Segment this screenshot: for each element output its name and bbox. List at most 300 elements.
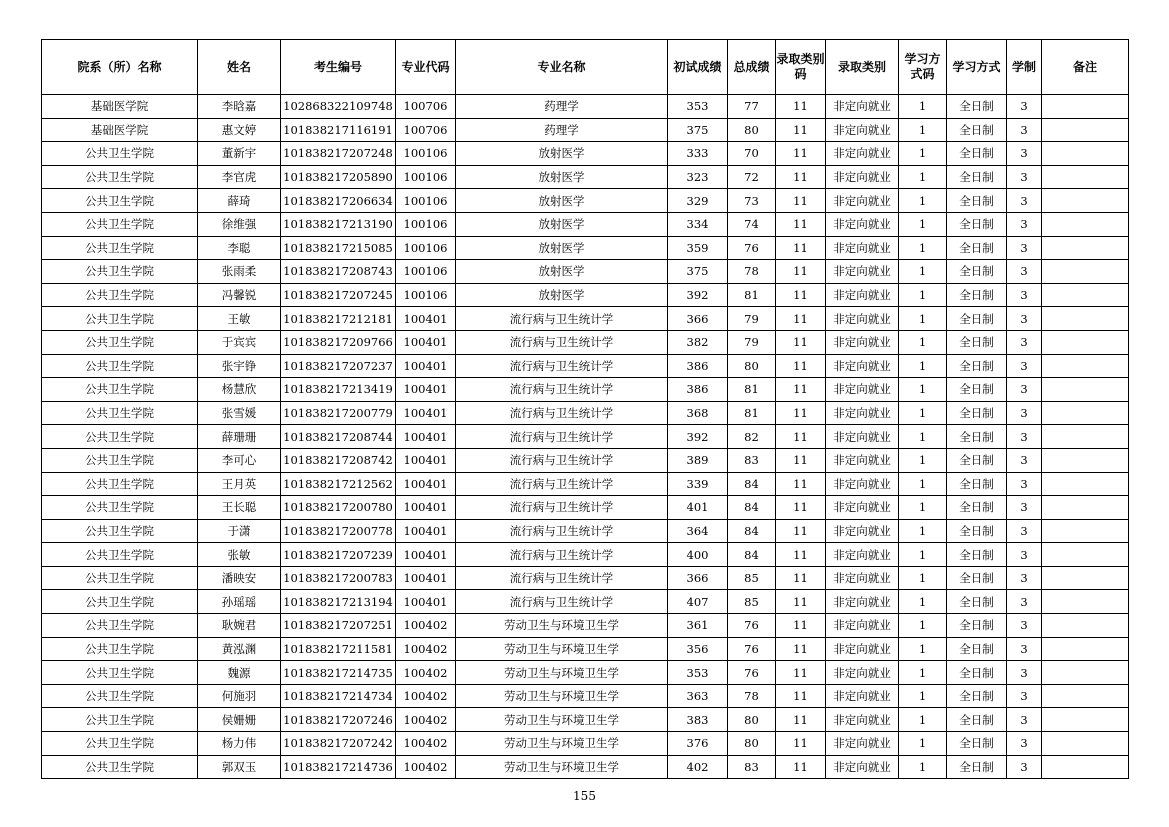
cell-name: 孙瑶瑶 <box>198 590 281 614</box>
cell-duration: 3 <box>1007 661 1042 685</box>
cell-prelim-score: 359 <box>668 236 728 260</box>
cell-admission-type-code: 11 <box>776 212 826 236</box>
cell-department: 基础医学院 <box>42 95 198 119</box>
cell-prelim-score: 401 <box>668 496 728 520</box>
cell-name: 王长聪 <box>198 496 281 520</box>
cell-major-code: 100401 <box>396 543 456 567</box>
header-admission-type: 录取类别 <box>826 40 899 95</box>
cell-candidate-id: 101838217207239 <box>281 543 396 567</box>
table-header-row <box>42 40 1129 95</box>
cell-remarks <box>1042 425 1129 449</box>
cell-study-mode-code: 1 <box>899 354 947 378</box>
cell-study-mode: 全日制 <box>947 425 1007 449</box>
cell-total-score: 83 <box>728 755 776 779</box>
table-row <box>42 307 1129 331</box>
cell-total-score: 76 <box>728 614 776 638</box>
cell-study-mode-code: 1 <box>899 708 947 732</box>
cell-department: 公共卫生学院 <box>42 755 198 779</box>
cell-major-code: 100106 <box>396 212 456 236</box>
cell-prelim-score: 407 <box>668 590 728 614</box>
cell-duration: 3 <box>1007 614 1042 638</box>
cell-remarks <box>1042 684 1129 708</box>
cell-total-score: 81 <box>728 283 776 307</box>
cell-study-mode-code: 1 <box>899 378 947 402</box>
cell-major-code: 100402 <box>396 637 456 661</box>
cell-major-code: 100106 <box>396 260 456 284</box>
cell-name: 王月英 <box>198 472 281 496</box>
cell-major-name: 流行病与卫生统计学 <box>456 354 668 378</box>
cell-admission-type-code: 11 <box>776 566 826 590</box>
cell-study-mode-code: 1 <box>899 260 947 284</box>
cell-prelim-score: 356 <box>668 637 728 661</box>
cell-admission-type-code: 11 <box>776 142 826 166</box>
cell-major-name: 劳动卫生与环境卫生学 <box>456 684 668 708</box>
cell-admission-type: 非定向就业 <box>826 732 899 756</box>
cell-name: 潘映安 <box>198 566 281 590</box>
cell-admission-type-code: 11 <box>776 472 826 496</box>
header-duration: 学制 <box>1007 40 1042 95</box>
cell-major-name: 劳动卫生与环境卫生学 <box>456 661 668 685</box>
cell-candidate-id: 101838217207248 <box>281 142 396 166</box>
cell-major-code: 100401 <box>396 425 456 449</box>
cell-name: 张雨柔 <box>198 260 281 284</box>
cell-prelim-score: 386 <box>668 378 728 402</box>
cell-name: 李可心 <box>198 448 281 472</box>
cell-prelim-score: 402 <box>668 755 728 779</box>
cell-prelim-score: 375 <box>668 260 728 284</box>
cell-study-mode: 全日制 <box>947 95 1007 119</box>
cell-major-name: 流行病与卫生统计学 <box>456 590 668 614</box>
cell-major-name: 劳动卫生与环境卫生学 <box>456 755 668 779</box>
cell-major-code: 100401 <box>396 378 456 402</box>
cell-major-code: 100106 <box>396 283 456 307</box>
cell-major-name: 流行病与卫生统计学 <box>456 378 668 402</box>
cell-major-name: 流行病与卫生统计学 <box>456 496 668 520</box>
table-row <box>42 212 1129 236</box>
cell-duration: 3 <box>1007 496 1042 520</box>
cell-candidate-id: 101838217212562 <box>281 472 396 496</box>
cell-remarks <box>1042 755 1129 779</box>
cell-study-mode-code: 1 <box>899 307 947 331</box>
cell-study-mode-code: 1 <box>899 283 947 307</box>
cell-remarks <box>1042 378 1129 402</box>
cell-admission-type: 非定向就业 <box>826 260 899 284</box>
cell-major-name: 劳动卫生与环境卫生学 <box>456 732 668 756</box>
cell-department: 公共卫生学院 <box>42 684 198 708</box>
cell-name: 王敏 <box>198 307 281 331</box>
table-row <box>42 472 1129 496</box>
cell-department: 公共卫生学院 <box>42 496 198 520</box>
cell-name: 张敏 <box>198 543 281 567</box>
cell-total-score: 79 <box>728 330 776 354</box>
cell-study-mode: 全日制 <box>947 260 1007 284</box>
cell-duration: 3 <box>1007 378 1042 402</box>
cell-duration: 3 <box>1007 401 1042 425</box>
cell-admission-type-code: 11 <box>776 637 826 661</box>
cell-major-code: 100106 <box>396 189 456 213</box>
cell-candidate-id: 101838217200779 <box>281 401 396 425</box>
cell-name: 李晗嘉 <box>198 95 281 119</box>
cell-major-name: 放射医学 <box>456 142 668 166</box>
cell-major-name: 劳动卫生与环境卫生学 <box>456 708 668 732</box>
cell-remarks <box>1042 661 1129 685</box>
cell-candidate-id: 101838217211581 <box>281 637 396 661</box>
cell-department: 公共卫生学院 <box>42 260 198 284</box>
cell-major-name: 流行病与卫生统计学 <box>456 330 668 354</box>
cell-total-score: 74 <box>728 212 776 236</box>
header-candidate-id: 考生编号 <box>281 40 396 95</box>
table-row <box>42 448 1129 472</box>
table-row <box>42 684 1129 708</box>
cell-admission-type: 非定向就业 <box>826 236 899 260</box>
cell-duration: 3 <box>1007 472 1042 496</box>
cell-duration: 3 <box>1007 708 1042 732</box>
cell-duration: 3 <box>1007 260 1042 284</box>
cell-name: 惠文婷 <box>198 118 281 142</box>
cell-department: 公共卫生学院 <box>42 637 198 661</box>
cell-department: 公共卫生学院 <box>42 448 198 472</box>
cell-admission-type-code: 11 <box>776 330 826 354</box>
cell-study-mode: 全日制 <box>947 590 1007 614</box>
cell-admission-type: 非定向就业 <box>826 448 899 472</box>
cell-study-mode-code: 1 <box>899 95 947 119</box>
cell-remarks <box>1042 260 1129 284</box>
cell-major-code: 100106 <box>396 142 456 166</box>
cell-prelim-score: 333 <box>668 142 728 166</box>
header-study-mode-code: 学习方式码 <box>899 40 947 95</box>
cell-department: 公共卫生学院 <box>42 614 198 638</box>
cell-remarks <box>1042 330 1129 354</box>
cell-major-code: 100401 <box>396 354 456 378</box>
cell-major-code: 100401 <box>396 401 456 425</box>
cell-prelim-score: 361 <box>668 614 728 638</box>
cell-total-score: 84 <box>728 472 776 496</box>
cell-department: 公共卫生学院 <box>42 425 198 449</box>
cell-name: 张雪媛 <box>198 401 281 425</box>
cell-department: 公共卫生学院 <box>42 236 198 260</box>
cell-candidate-id: 101838217208744 <box>281 425 396 449</box>
cell-total-score: 77 <box>728 95 776 119</box>
cell-candidate-id: 101838217116191 <box>281 118 396 142</box>
table-row <box>42 590 1129 614</box>
cell-duration: 3 <box>1007 684 1042 708</box>
table-row <box>42 425 1129 449</box>
cell-remarks <box>1042 142 1129 166</box>
cell-admission-type-code: 11 <box>776 283 826 307</box>
cell-admission-type-code: 11 <box>776 260 826 284</box>
cell-duration: 3 <box>1007 732 1042 756</box>
admission-table <box>41 39 1129 779</box>
cell-total-score: 76 <box>728 661 776 685</box>
cell-major-name: 流行病与卫生统计学 <box>456 448 668 472</box>
cell-prelim-score: 383 <box>668 708 728 732</box>
cell-major-code: 100402 <box>396 661 456 685</box>
cell-admission-type: 非定向就业 <box>826 95 899 119</box>
cell-remarks <box>1042 354 1129 378</box>
table-row <box>42 496 1129 520</box>
cell-major-code: 100402 <box>396 755 456 779</box>
cell-admission-type-code: 11 <box>776 590 826 614</box>
cell-study-mode: 全日制 <box>947 448 1007 472</box>
cell-duration: 3 <box>1007 330 1042 354</box>
cell-major-code: 100706 <box>396 118 456 142</box>
cell-study-mode-code: 1 <box>899 755 947 779</box>
cell-study-mode: 全日制 <box>947 661 1007 685</box>
cell-total-score: 76 <box>728 236 776 260</box>
cell-major-name: 放射医学 <box>456 212 668 236</box>
cell-remarks <box>1042 307 1129 331</box>
table-row <box>42 708 1129 732</box>
table-row <box>42 614 1129 638</box>
cell-candidate-id: 101838217214734 <box>281 684 396 708</box>
cell-study-mode: 全日制 <box>947 142 1007 166</box>
cell-remarks <box>1042 236 1129 260</box>
header-prelim-score: 初试成绩 <box>668 40 728 95</box>
cell-study-mode-code: 1 <box>899 448 947 472</box>
cell-duration: 3 <box>1007 543 1042 567</box>
cell-admission-type-code: 11 <box>776 684 826 708</box>
cell-remarks <box>1042 732 1129 756</box>
cell-remarks <box>1042 614 1129 638</box>
cell-duration: 3 <box>1007 212 1042 236</box>
cell-department: 公共卫生学院 <box>42 566 198 590</box>
cell-admission-type: 非定向就业 <box>826 614 899 638</box>
header-department: 院系（所）名称 <box>42 40 198 95</box>
cell-duration: 3 <box>1007 590 1042 614</box>
header-total-score: 总成绩 <box>728 40 776 95</box>
cell-remarks <box>1042 189 1129 213</box>
cell-study-mode: 全日制 <box>947 755 1007 779</box>
cell-department: 公共卫生学院 <box>42 189 198 213</box>
cell-candidate-id: 101838217207242 <box>281 732 396 756</box>
cell-duration: 3 <box>1007 142 1042 166</box>
cell-candidate-id: 101838217206634 <box>281 189 396 213</box>
cell-department: 公共卫生学院 <box>42 732 198 756</box>
cell-prelim-score: 366 <box>668 566 728 590</box>
cell-admission-type: 非定向就业 <box>826 189 899 213</box>
cell-major-code: 100402 <box>396 614 456 638</box>
cell-study-mode: 全日制 <box>947 566 1007 590</box>
cell-name: 张宇铮 <box>198 354 281 378</box>
cell-admission-type-code: 11 <box>776 708 826 732</box>
cell-prelim-score: 382 <box>668 330 728 354</box>
cell-remarks <box>1042 95 1129 119</box>
cell-study-mode-code: 1 <box>899 118 947 142</box>
table-row <box>42 354 1129 378</box>
cell-admission-type: 非定向就业 <box>826 425 899 449</box>
table-row <box>42 637 1129 661</box>
cell-name: 董新宇 <box>198 142 281 166</box>
cell-study-mode: 全日制 <box>947 283 1007 307</box>
cell-total-score: 78 <box>728 684 776 708</box>
cell-prelim-score: 386 <box>668 354 728 378</box>
cell-department: 公共卫生学院 <box>42 307 198 331</box>
cell-major-name: 放射医学 <box>456 236 668 260</box>
cell-admission-type: 非定向就业 <box>826 590 899 614</box>
cell-major-name: 劳动卫生与环境卫生学 <box>456 637 668 661</box>
table-row <box>42 378 1129 402</box>
cell-study-mode-code: 1 <box>899 590 947 614</box>
cell-study-mode-code: 1 <box>899 165 947 189</box>
cell-admission-type: 非定向就业 <box>826 307 899 331</box>
cell-prelim-score: 353 <box>668 95 728 119</box>
cell-name: 郭双玉 <box>198 755 281 779</box>
cell-remarks <box>1042 543 1129 567</box>
table-row <box>42 543 1129 567</box>
cell-duration: 3 <box>1007 95 1042 119</box>
header-name: 姓名 <box>198 40 281 95</box>
cell-admission-type-code: 11 <box>776 118 826 142</box>
cell-total-score: 78 <box>728 260 776 284</box>
cell-total-score: 85 <box>728 566 776 590</box>
table-row <box>42 283 1129 307</box>
table-row <box>42 189 1129 213</box>
cell-study-mode-code: 1 <box>899 142 947 166</box>
cell-study-mode: 全日制 <box>947 401 1007 425</box>
cell-major-name: 药理学 <box>456 118 668 142</box>
cell-study-mode-code: 1 <box>899 684 947 708</box>
cell-study-mode: 全日制 <box>947 637 1007 661</box>
cell-study-mode-code: 1 <box>899 732 947 756</box>
cell-admission-type-code: 11 <box>776 425 826 449</box>
cell-major-code: 100401 <box>396 307 456 331</box>
cell-department: 公共卫生学院 <box>42 330 198 354</box>
table-row <box>42 401 1129 425</box>
cell-prelim-score: 329 <box>668 189 728 213</box>
cell-admission-type-code: 11 <box>776 732 826 756</box>
cell-admission-type-code: 11 <box>776 543 826 567</box>
header-study-mode: 学习方式 <box>947 40 1007 95</box>
cell-department: 公共卫生学院 <box>42 378 198 402</box>
cell-admission-type: 非定向就业 <box>826 118 899 142</box>
cell-department: 公共卫生学院 <box>42 472 198 496</box>
cell-candidate-id: 101838217205890 <box>281 165 396 189</box>
cell-study-mode: 全日制 <box>947 236 1007 260</box>
cell-total-score: 76 <box>728 637 776 661</box>
cell-study-mode-code: 1 <box>899 614 947 638</box>
cell-prelim-score: 353 <box>668 661 728 685</box>
cell-major-code: 100401 <box>396 566 456 590</box>
cell-department: 公共卫生学院 <box>42 401 198 425</box>
cell-study-mode-code: 1 <box>899 661 947 685</box>
cell-department: 公共卫生学院 <box>42 708 198 732</box>
cell-admission-type: 非定向就业 <box>826 283 899 307</box>
table-row <box>42 661 1129 685</box>
cell-major-name: 药理学 <box>456 95 668 119</box>
cell-admission-type-code: 11 <box>776 236 826 260</box>
cell-candidate-id: 101838217214736 <box>281 755 396 779</box>
cell-admission-type-code: 11 <box>776 755 826 779</box>
cell-candidate-id: 101838217207245 <box>281 283 396 307</box>
table-row <box>42 95 1129 119</box>
cell-total-score: 79 <box>728 307 776 331</box>
cell-major-name: 流行病与卫生统计学 <box>456 472 668 496</box>
cell-duration: 3 <box>1007 354 1042 378</box>
cell-admission-type: 非定向就业 <box>826 165 899 189</box>
cell-admission-type: 非定向就业 <box>826 472 899 496</box>
cell-study-mode: 全日制 <box>947 118 1007 142</box>
table-row <box>42 566 1129 590</box>
cell-remarks <box>1042 708 1129 732</box>
cell-candidate-id: 101838217200778 <box>281 519 396 543</box>
cell-name: 黄泓渊 <box>198 637 281 661</box>
cell-admission-type: 非定向就业 <box>826 519 899 543</box>
cell-department: 公共卫生学院 <box>42 142 198 166</box>
cell-study-mode-code: 1 <box>899 543 947 567</box>
cell-admission-type-code: 11 <box>776 614 826 638</box>
cell-major-code: 100401 <box>396 519 456 543</box>
cell-remarks <box>1042 519 1129 543</box>
cell-name: 冯馨锐 <box>198 283 281 307</box>
cell-department: 公共卫生学院 <box>42 519 198 543</box>
cell-candidate-id: 101838217208743 <box>281 260 396 284</box>
cell-admission-type-code: 11 <box>776 401 826 425</box>
cell-name: 薛珊珊 <box>198 425 281 449</box>
cell-remarks <box>1042 401 1129 425</box>
cell-major-code: 100706 <box>396 95 456 119</box>
cell-major-name: 流行病与卫生统计学 <box>456 519 668 543</box>
cell-remarks <box>1042 566 1129 590</box>
cell-duration: 3 <box>1007 755 1042 779</box>
cell-candidate-id: 101838217207251 <box>281 614 396 638</box>
cell-study-mode: 全日制 <box>947 189 1007 213</box>
table-row <box>42 519 1129 543</box>
cell-major-code: 100402 <box>396 708 456 732</box>
cell-candidate-id: 101838217200783 <box>281 566 396 590</box>
cell-duration: 3 <box>1007 118 1042 142</box>
cell-prelim-score: 323 <box>668 165 728 189</box>
cell-admission-type: 非定向就业 <box>826 684 899 708</box>
cell-major-code: 100106 <box>396 236 456 260</box>
header-remarks: 备注 <box>1042 40 1129 95</box>
cell-candidate-id: 101838217208742 <box>281 448 396 472</box>
cell-study-mode-code: 1 <box>899 401 947 425</box>
cell-candidate-id: 101838217209766 <box>281 330 396 354</box>
cell-department: 公共卫生学院 <box>42 354 198 378</box>
cell-admission-type-code: 11 <box>776 448 826 472</box>
cell-remarks <box>1042 283 1129 307</box>
cell-major-name: 放射医学 <box>456 283 668 307</box>
cell-remarks <box>1042 212 1129 236</box>
header-major-code: 专业代码 <box>396 40 456 95</box>
cell-total-score: 83 <box>728 448 776 472</box>
cell-study-mode-code: 1 <box>899 496 947 520</box>
cell-candidate-id: 101838217207237 <box>281 354 396 378</box>
cell-candidate-id: 101838217212181 <box>281 307 396 331</box>
cell-admission-type-code: 11 <box>776 189 826 213</box>
cell-department: 基础医学院 <box>42 118 198 142</box>
cell-admission-type-code: 11 <box>776 307 826 331</box>
cell-prelim-score: 334 <box>668 212 728 236</box>
table-row <box>42 236 1129 260</box>
cell-department: 公共卫生学院 <box>42 212 198 236</box>
cell-name: 耿婉君 <box>198 614 281 638</box>
cell-major-code: 100401 <box>396 472 456 496</box>
table-row <box>42 260 1129 284</box>
cell-study-mode: 全日制 <box>947 354 1007 378</box>
cell-study-mode-code: 1 <box>899 519 947 543</box>
cell-name: 徐维强 <box>198 212 281 236</box>
cell-prelim-score: 389 <box>668 448 728 472</box>
cell-total-score: 84 <box>728 519 776 543</box>
cell-admission-type-code: 11 <box>776 661 826 685</box>
cell-study-mode-code: 1 <box>899 637 947 661</box>
cell-prelim-score: 376 <box>668 732 728 756</box>
cell-candidate-id: 101838217207246 <box>281 708 396 732</box>
cell-major-code: 100401 <box>396 590 456 614</box>
cell-prelim-score: 364 <box>668 519 728 543</box>
header-admission-type-code: 录取类别码 <box>776 40 826 95</box>
